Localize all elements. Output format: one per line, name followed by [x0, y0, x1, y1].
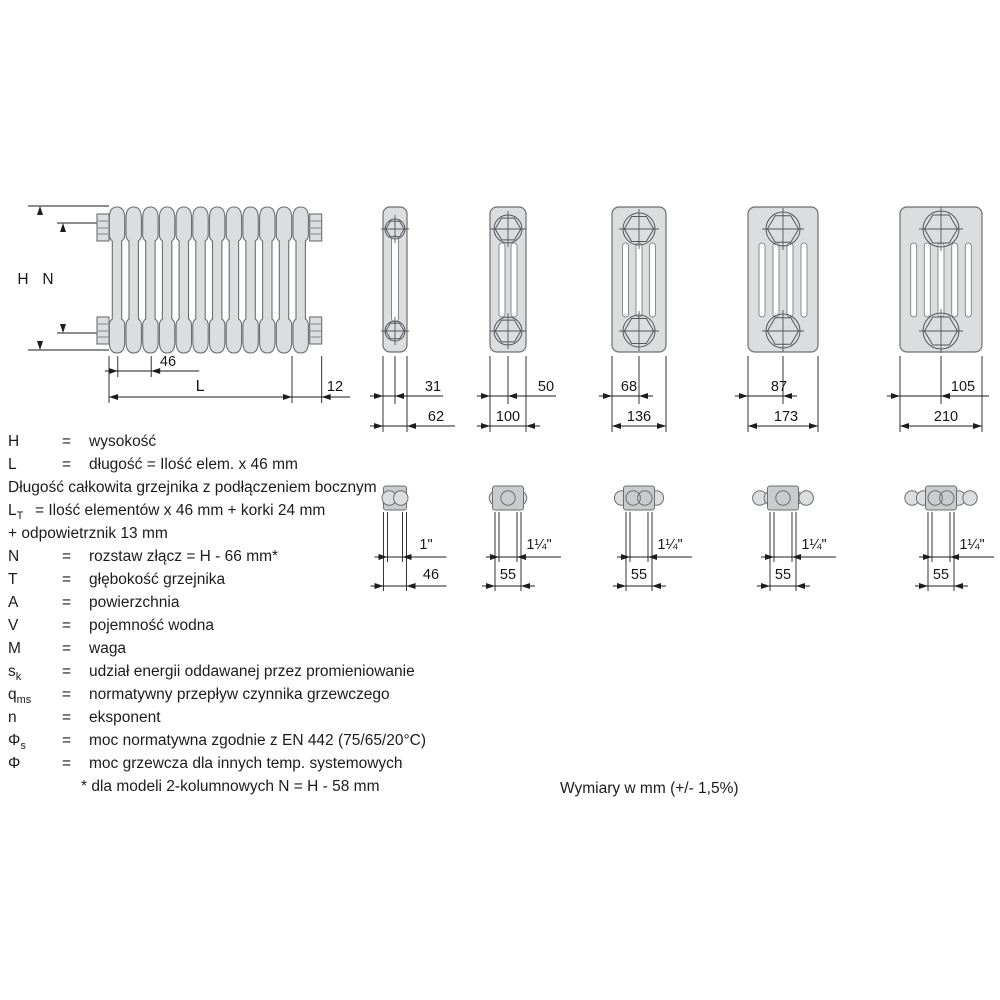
section-slot: [511, 243, 517, 317]
connection-spacing-label: 46: [422, 567, 440, 583]
legend-equals: =: [62, 617, 72, 634]
header-cap: [493, 486, 524, 510]
legend-row: [8, 729, 488, 752]
legend-definition: głębokość grzejnika: [89, 571, 226, 588]
section-half-depth-label: 68: [620, 379, 638, 395]
legend-row: [8, 568, 488, 591]
section-slot: [952, 243, 958, 317]
connection-size-label: 1¼": [657, 537, 683, 553]
header-cap: [926, 486, 957, 510]
radiator-column-tube: [243, 207, 258, 353]
legend-row: [8, 453, 488, 476]
radiator-column-tube: [143, 207, 158, 353]
dimension-arrow: [639, 393, 648, 399]
dimension-arrow: [395, 393, 404, 399]
legend-equals: =: [62, 709, 72, 726]
section-slot: [924, 243, 930, 317]
radiator-column-tube: [159, 207, 174, 353]
legend-term: T: [8, 571, 18, 588]
dimension-arrow: [481, 393, 490, 399]
height-dim-arrow: [37, 341, 43, 350]
legend-definition: pojemność wodna: [89, 617, 214, 634]
legend-equals: =: [62, 686, 72, 703]
dimension-arrow: [407, 423, 416, 429]
section-slot: [773, 243, 779, 317]
legend-row: [8, 476, 488, 499]
legend-equals: =: [62, 732, 72, 749]
legend-term: $q_{ms}$: [8, 686, 32, 707]
dimension-arrow: [657, 423, 666, 429]
legend-row: [8, 614, 488, 637]
section-full-depth-label: 136: [626, 409, 652, 425]
dimension-arrow: [617, 583, 626, 589]
legend-row: [8, 522, 488, 545]
connection-pipe-circle: [799, 491, 813, 505]
legend-equals: =: [62, 755, 72, 772]
dimension-arrow: [900, 423, 909, 429]
dimension-arrow: [954, 583, 963, 589]
section-full-depth-label: 100: [495, 409, 521, 425]
radiator-column-tube: [210, 207, 225, 353]
legend-equals: =: [62, 571, 72, 588]
legend-definition: = Ilość elementów x 46 mm + korki 24 mm: [35, 502, 326, 519]
dimension-arrow: [109, 394, 118, 400]
section-half-depth-label: 105: [950, 379, 976, 395]
radiator-column-tube: [193, 207, 208, 353]
radiator-column-tube: [260, 207, 275, 353]
legend-equals: =: [62, 456, 72, 473]
dimension-arrow: [490, 554, 499, 560]
legend-row: [8, 430, 488, 453]
legend-definition: rozstaw złącz = H - 66 mm*: [89, 548, 279, 565]
legend-definition: eksponent: [89, 709, 161, 726]
radiator-column-tube: [276, 207, 291, 353]
radiator-column-tube: [293, 207, 308, 353]
radiator-column-tube: [126, 207, 141, 353]
legend-term: $L_T$: [8, 502, 24, 523]
dimension-arrow: [891, 393, 900, 399]
legend-row: [8, 683, 488, 706]
legend-definition: wysokość: [89, 433, 157, 450]
legend-definition: moc normatywna zgodnie z EN 442 (75/65/20°C): [89, 732, 427, 749]
section-slot: [499, 243, 505, 317]
dimension-arrow: [648, 554, 657, 560]
dimension-arrow: [621, 554, 630, 560]
connection-spacing-label: 55: [932, 567, 950, 583]
dimension-arrow: [809, 423, 818, 429]
legend-definition: Długość całkowita grzejnika z podłączeniem bocznym: [8, 479, 377, 496]
connection-size-label: 1": [419, 537, 433, 553]
dimension-arrow: [109, 368, 118, 374]
legend-definition: + odpowietrznik 13 mm: [8, 525, 168, 542]
legend-term: n: [8, 709, 17, 726]
section-half-depth-label: 31: [424, 379, 442, 395]
legend-block: [8, 430, 488, 798]
dimension-arrow: [973, 423, 982, 429]
section-slot: [623, 243, 629, 317]
section-slot: [787, 243, 793, 317]
radiator-column-tube: [226, 207, 241, 353]
legend-term: V: [8, 617, 19, 634]
legend-definition: udział energii oddawanej przez promieniowanie: [89, 663, 415, 680]
legend-definition: * dla modeli 2-kolumnowych N = H - 58 mm: [81, 778, 380, 795]
legend-term: M: [8, 640, 21, 657]
end-plug-boss: [310, 214, 322, 241]
dimension-arrow: [521, 583, 530, 589]
section-half-depth-label: 87: [770, 379, 788, 395]
dimension-arrow: [923, 554, 932, 560]
dimension-arrow: [919, 583, 928, 589]
legend-definition: długość = Ilość elem. x 46 mm: [89, 456, 298, 473]
connection-pipe-circle: [963, 491, 977, 505]
legend-term: A: [8, 594, 19, 611]
dimension-arrow: [374, 393, 383, 399]
dimension-arrow: [796, 583, 805, 589]
legend-row: [8, 499, 488, 522]
dimension-arrow: [508, 393, 517, 399]
legend-definition: moc grzewcza dla innych temp. systemowych: [89, 755, 403, 772]
section-full-depth-label: 173: [773, 409, 799, 425]
dimension-arrow: [950, 554, 959, 560]
connection-spacing-label: 55: [499, 567, 517, 583]
joint-dim-arrow: [60, 324, 66, 333]
legend-definition: normatywny przepływ czynnika grzewczego: [89, 686, 390, 703]
dimension-arrow: [517, 554, 526, 560]
header-cap: [768, 486, 799, 510]
section-slot: [965, 243, 971, 317]
legend-row: [8, 591, 488, 614]
legend-definition: powierzchnia: [89, 594, 180, 611]
connection-size-label: 1¼": [801, 537, 827, 553]
joint-spacing-label: N: [42, 271, 54, 288]
legend-term: Φ: [8, 755, 21, 772]
legend-row: [8, 775, 488, 798]
legend-term: $s_k$: [8, 663, 22, 684]
dimension-arrow: [481, 423, 490, 429]
end-offset-label: 12: [326, 379, 344, 395]
dimension-arrow: [283, 394, 292, 400]
dimension-arrow: [612, 423, 621, 429]
dimension-arrow: [765, 554, 774, 560]
section-slot: [938, 243, 944, 317]
legend-term: N: [8, 548, 20, 565]
height-dim-arrow: [37, 206, 43, 215]
section-full-depth-label: 210: [933, 409, 959, 425]
dimension-arrow: [603, 393, 612, 399]
legend-term: H: [8, 433, 20, 450]
legend-equals: =: [62, 433, 72, 450]
legend-row: [8, 660, 488, 683]
radiator-column-tube: [109, 207, 124, 353]
dimension-arrow: [748, 423, 757, 429]
legend-definition: waga: [89, 640, 127, 657]
dimension-arrow: [739, 393, 748, 399]
legend-term: L: [8, 456, 17, 473]
legend-row: [8, 637, 488, 660]
legend-equals: =: [62, 594, 72, 611]
dimension-arrow: [941, 393, 950, 399]
legend-equals: =: [62, 663, 72, 680]
legend-row: [8, 752, 488, 775]
section-full-depth-label: 62: [427, 409, 445, 425]
legend-row: [8, 706, 488, 729]
legend-row: [8, 545, 488, 568]
height-label: H: [17, 271, 29, 288]
section-slot: [650, 243, 656, 317]
end-plug-boss: [310, 317, 322, 344]
dimension-arrow: [652, 583, 661, 589]
radiator-column-tube: [176, 207, 191, 353]
connection-spacing-label: 55: [630, 567, 648, 583]
footer-note: Wymiary w mm (+/- 1,5%): [560, 780, 739, 797]
section-slot: [392, 236, 399, 322]
joint-dim-arrow: [60, 223, 66, 232]
connection-spacing-label: 55: [774, 567, 792, 583]
section-slot: [636, 243, 642, 317]
dimension-arrow: [792, 554, 801, 560]
end-plug-boss: [97, 214, 109, 241]
section-slot: [911, 243, 917, 317]
legend-equals: =: [62, 640, 72, 657]
length-label: L: [195, 378, 205, 395]
dimension-arrow: [151, 368, 160, 374]
section-slot: [759, 243, 765, 317]
legend-equals: =: [62, 548, 72, 565]
dimension-arrow: [526, 423, 535, 429]
header-cap: [624, 486, 655, 510]
legend-term: $\Phi_s$: [8, 732, 26, 753]
element-pitch-label: 46: [159, 354, 177, 370]
connection-size-label: 1¼": [526, 537, 552, 553]
dimension-arrow: [374, 423, 383, 429]
section-slot: [801, 243, 807, 317]
section-half-depth-label: 50: [537, 379, 555, 395]
end-plug-boss: [97, 317, 109, 344]
connection-size-label: 1¼": [959, 537, 985, 553]
dimension-arrow: [761, 583, 770, 589]
